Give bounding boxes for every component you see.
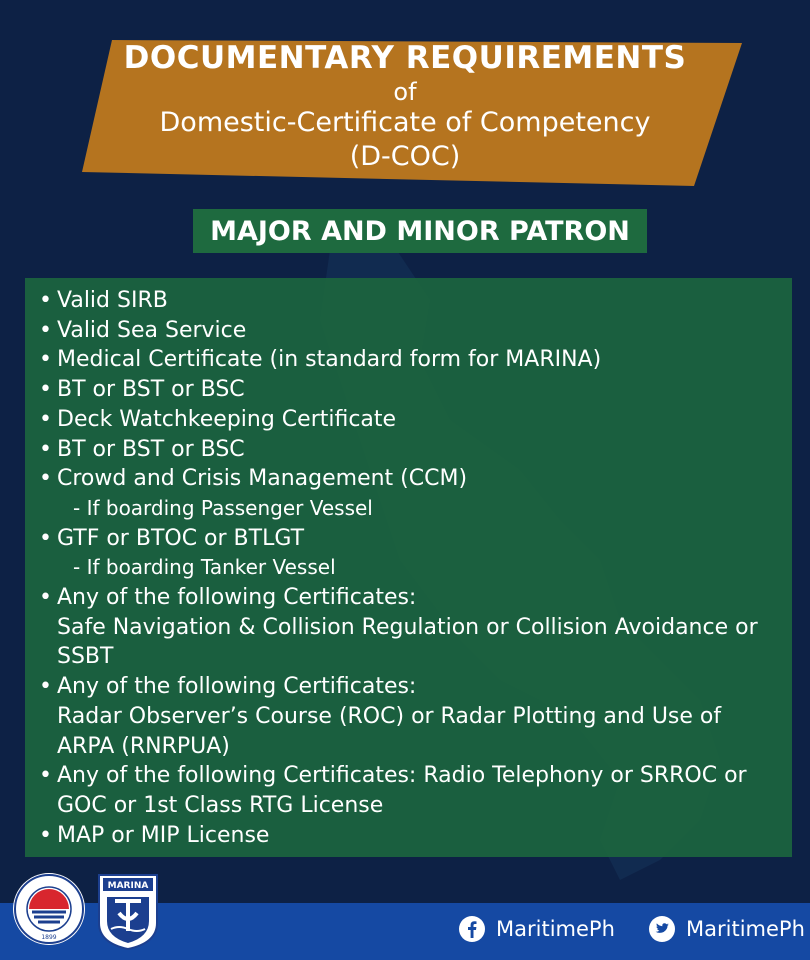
list-item: • BT or BST or BSC [39, 436, 245, 462]
list-item: • MAP or MIP License [39, 822, 270, 848]
requirements-box [25, 278, 792, 857]
marina-label: MARINA [107, 881, 149, 891]
list-item: • Any of the following Certificates: Radar Observer’s Course (ROC) or Radar Plotting and Use of ARPA (RNRPUA) [39, 674, 722, 759]
title-line-2: of [393, 78, 417, 106]
facebook-handle[interactable]: MaritimePh [496, 917, 615, 941]
list-item: • Deck Watchkeeping Certificate [39, 406, 397, 432]
title-line-4: (D-COC) [349, 141, 461, 172]
list-item: • Any of the following Certificates: Safe Navigation & Collision Regulation or Collision Avoidance or SSBT [39, 585, 758, 670]
radar-certificates: Radar Observer’s Course (ROC) or Radar Plotting and Use of ARPA (RNRPUA) [57, 703, 722, 759]
note-tanker-vessel: - If boarding Tanker Vessel [73, 555, 336, 580]
requirements-list [39, 286, 780, 850]
twitter-link[interactable] [648, 915, 805, 943]
list-item: • Valid SIRB [39, 288, 168, 313]
twitter-icon [648, 915, 676, 943]
list-item: • Valid Sea Service [39, 317, 247, 343]
note-passenger-vessel: - If boarding Passenger Vessel [73, 495, 373, 520]
dotr-seal-logo [12, 872, 86, 946]
dotr-year: 1899 [41, 934, 57, 941]
twitter-handle[interactable]: MaritimePh [686, 917, 805, 941]
list-item: • Any of the following Certificates: Radio Telephony or SRROC or GOC or 1st Class RTG License [39, 763, 747, 818]
title-line-1: DOCUMENTARY REQUIREMENTS [123, 40, 687, 76]
list-item: • BT or BST or BSC [39, 377, 245, 403]
list-item: • GTF or BTOC or BTLGT [39, 525, 305, 551]
marina-logo [97, 873, 159, 951]
list-item: • Crowd and Crisis Management (CCM) [39, 466, 468, 492]
list-item: • Medical Certificate (in standard form for MARINA) [39, 347, 602, 373]
title-line-3: Domestic-Certificate of Competency [159, 107, 651, 138]
document-title [95, 38, 715, 174]
navigation-certificates: Safe Navigation & Collision Regulation or Collision Avoidance or SSBT [57, 614, 758, 670]
subtitle-major-minor-patron: MAJOR AND MINOR PATRON [193, 209, 647, 253]
facebook-link[interactable] [458, 915, 615, 943]
facebook-icon [458, 915, 486, 943]
